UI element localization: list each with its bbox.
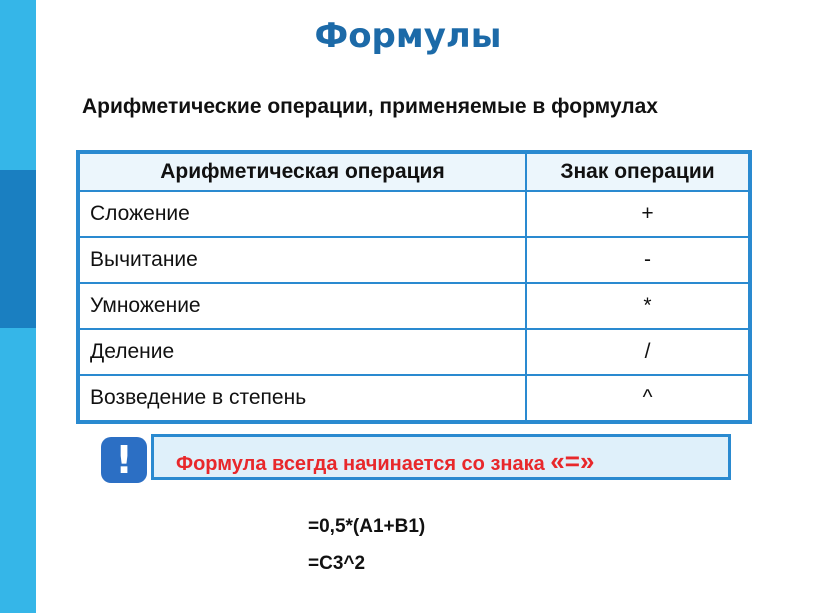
operation-cell: Умножение [78, 283, 526, 329]
sign-cell: / [526, 329, 750, 375]
operation-cell: Возведение в степень [78, 375, 526, 422]
exclamation-icon: ! [101, 437, 147, 483]
operation-cell: Сложение [78, 191, 526, 237]
header-operation: Арифметическая операция [78, 152, 526, 191]
page-subtitle: Арифметические операции, применяемые в формулах [82, 95, 658, 118]
note-text-main: Формула всегда начинается со знака [176, 453, 551, 475]
table-row [78, 191, 750, 237]
note-box [151, 434, 731, 480]
table-row [78, 375, 750, 422]
sign-cell: + [526, 191, 750, 237]
formula-example: =0,5*(A1+B1) [308, 516, 426, 537]
table-row [78, 237, 750, 283]
sign-cell: * [526, 283, 750, 329]
sign-cell: ^ [526, 375, 750, 422]
note-text [176, 446, 594, 477]
operation-cell: Деление [78, 329, 526, 375]
sign-cell: - [526, 237, 750, 283]
header-sign: Знак операции [526, 152, 750, 191]
table-row [78, 329, 750, 375]
operation-cell: Вычитание [78, 237, 526, 283]
side-strip-accent [0, 170, 36, 328]
note-sign: «=» [550, 446, 595, 476]
table-row [78, 283, 750, 329]
page-title: Формулы [314, 16, 502, 56]
formula-example: =C3^2 [308, 553, 366, 574]
table-header-row [78, 152, 750, 191]
operations-table [76, 150, 752, 424]
